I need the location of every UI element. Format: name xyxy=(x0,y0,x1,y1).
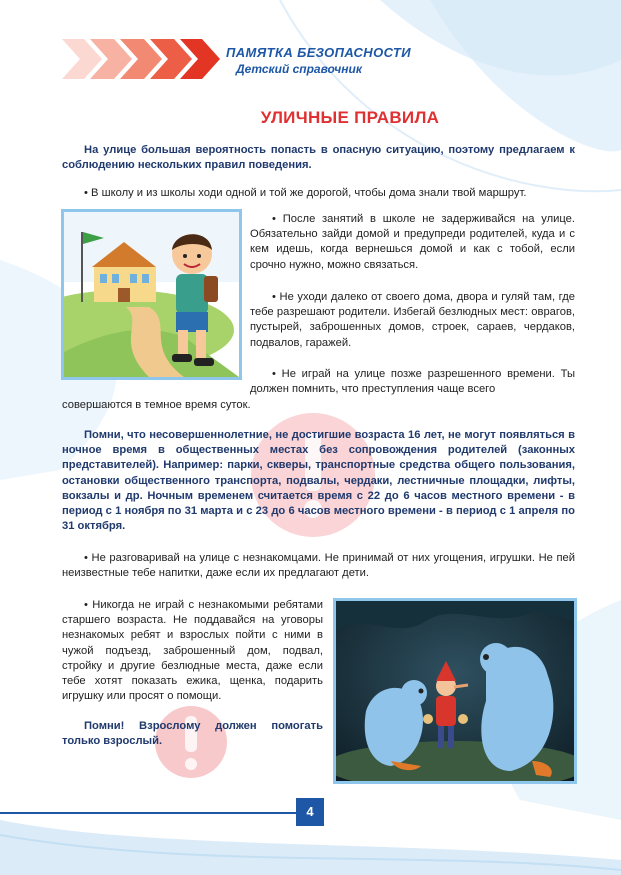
header-chevrons-decoration xyxy=(62,36,222,82)
cartoon-scene xyxy=(336,601,574,781)
page-title: УЛИЧНЫЕ ПРАВИЛА xyxy=(260,108,440,127)
rule-older-kids: • Никогда не играй с незнакомыми ребятами старшего возраста. Не поддавайся на уговоры незнакомых ребят и взрослых пойти с ними в чужой подъезд, заброшенный дом, подвал, стройку и другие безлюдные места, даже если тебе хотят показать ежика, щенка, подарить игрушку или просят о помощи. xyxy=(62,599,323,703)
rule-curfew-intro-cont: совершаются в темное время суток. xyxy=(62,399,251,411)
rule-curfew-intro: • Не играй на улице позже разрешенного времени. Ты должен помнить, что преступления чаще всего xyxy=(250,368,576,396)
footer-line xyxy=(0,812,296,814)
bullet-icon: • xyxy=(272,368,276,380)
header-title: ПАМЯТКА БЕЗОПАСНОСТИ xyxy=(226,45,411,60)
curfew-paragraph: Помни, что несовершеннолетние, не достигшие возраста 16 лет, не могут появляться в ночное время в общественных местах без сопровождения родителей (законных представителей). Например: парки, скверы, транспортные средства общего пользования, остановки общественного транспорта, подвалы, чердаки, лестничные площадки, лифты, вокзалы и др. Ночным временем считается время с 22 до 6 часов местного времени - в период с 1 ноября по 31 марта и с 23 до 6 часов местного времени - в период с 1 апреля по 31 октября. xyxy=(62,429,575,533)
bullet-icon: • xyxy=(84,552,88,564)
pinocchio-cartoon-image xyxy=(333,598,577,784)
rule-stay-near-home: • Не уходи далеко от своего дома, двора и гуляй там, где тебе разрешают родители. Избегай безлюдных мест: оврагов, пустырей, заброшенных домов, строек, сараев, чердаков, подвалов, гаражей. xyxy=(250,291,575,349)
bullet-icon: • xyxy=(84,599,88,611)
header-subtitle: Детский справочник xyxy=(236,62,362,76)
rule-same-route: • В школу и из школы ходи одной и той же дорогой, чтобы дома знали твой маршрут. xyxy=(62,186,575,201)
rule-strangers: • Не разговаривай на улице с незнакомцами. Не принимай от них угощения, игрушки. Не пей неизвестные тебе напитки, даже если их предлагают дети. xyxy=(62,552,575,580)
schoolboy-illustration xyxy=(61,209,242,380)
bullet-icon: • xyxy=(272,213,276,225)
intro-paragraph: На улице большая вероятность попасть в опасную ситуацию, поэтому предлагаем к соблюдению нескольких правил поведения. xyxy=(62,144,575,172)
bullet-icon: • xyxy=(272,291,276,303)
page-number: 4 xyxy=(296,798,324,826)
rule-after-school: • После занятий в школе не задерживайся на улице. Обязательно зайди домой и предупреди родителей, куда и с кем идешь, когда вернешься домой и как с тобой, если срочно нужно, можно связаться. xyxy=(250,213,575,271)
reminder-paragraph: Помни! Взрослому должен помогать только взрослый. xyxy=(62,720,323,748)
schoolboy-drawing xyxy=(64,212,239,377)
bullet-icon: • xyxy=(84,187,88,199)
